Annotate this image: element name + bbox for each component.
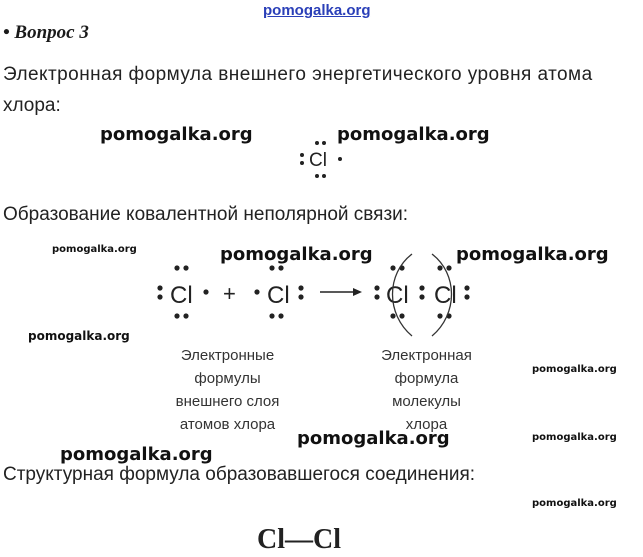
product-left-atom: Cl — [386, 282, 409, 309]
watermark: pomogalka.org — [52, 244, 137, 255]
atom-symbol: Cl — [309, 150, 327, 171]
site-link[interactable]: pomogalka.org — [263, 2, 371, 19]
watermark: pomogalka.org — [60, 444, 213, 465]
intro-line-2: хлора: — [3, 95, 61, 116]
watermark: pomogalka.org — [456, 244, 609, 265]
watermark: pomogalka.org — [28, 329, 130, 343]
caption-line: Электронные — [180, 347, 275, 364]
caption-line: хлора — [405, 416, 448, 433]
watermark: pomogalka.org — [532, 432, 617, 443]
structural-formula: Cl—Cl — [257, 524, 341, 555]
caption-line: Электронная — [381, 347, 472, 364]
right-atom-symbol: Cl — [267, 282, 290, 309]
chlorine-atom-lewis-structure — [296, 136, 346, 182]
left-atom-symbol: Cl — [170, 282, 193, 309]
caption-line: атомов хлора — [179, 416, 276, 433]
intro-line-1: Электронная формула внешнего энергетического уровня атома — [3, 64, 593, 85]
watermark: pomogalka.org — [532, 364, 617, 375]
plus-sign: + — [223, 281, 236, 306]
caption-left — [150, 344, 305, 436]
product-right-atom: Cl — [434, 282, 457, 309]
watermark: pomogalka.org — [100, 124, 253, 145]
watermark: pomogalka.org — [337, 124, 490, 145]
caption-line: молекулы — [392, 393, 461, 410]
watermark: pomogalka.org — [297, 428, 450, 449]
bond-formation-title: Образование ковалентной неполярной связи: — [3, 204, 409, 225]
watermark: pomogalka.org — [220, 244, 373, 265]
caption-right — [349, 344, 504, 436]
caption-line: формулы — [194, 370, 261, 387]
structural-formula-title: Структурная формула образовавшегося соединения: — [3, 464, 476, 485]
caption-line: внешнего слоя — [175, 393, 280, 410]
question-heading: • Вопрос 3 — [3, 22, 89, 43]
watermark: pomogalka.org — [532, 498, 617, 509]
caption-line: формула — [394, 370, 459, 387]
covalent-bond-reaction-diagram — [150, 252, 490, 342]
